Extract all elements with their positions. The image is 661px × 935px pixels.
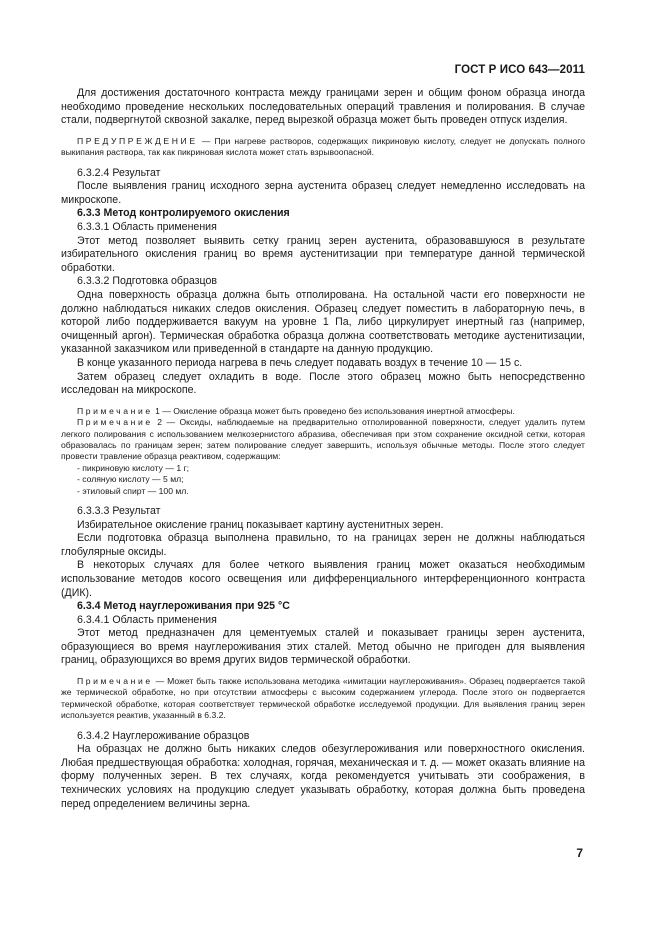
note-3-label: Примечание xyxy=(77,676,153,687)
reagent-item: - пикриновую кислоту — 1 г; xyxy=(77,462,190,473)
warning-label: ПРЕДУПРЕЖДЕНИЕ xyxy=(77,135,198,146)
note-3 xyxy=(61,676,585,722)
warning-note xyxy=(61,136,585,159)
section-6-3-3-3-text-1: Избирательное окисление границ показывает картину аустенитных зерен. xyxy=(77,518,444,531)
section-6-3-4-title: 6.3.4 Метод науглероживания при 925 °С xyxy=(77,600,290,613)
section-6-3-2-4-title: 6.3.2.4 Результат xyxy=(77,166,161,179)
standard-header: ГОСТ Р ИСО 643—2011 xyxy=(454,64,585,76)
section-6-3-3-2-text-1: Одна поверхность образца должна быть отполирована. На остальной части его поверхности не должно наблюдаться никаких следов окисления. Образец следует поместить в лабораторную печь, в которой либо поддерживается вакуум на уровне 1 Па, либо циркулирует инертный газ (например, очищенный аргон). Термическая обработка образца должна соответствовать методике аустенитизации, указанной заказчиком или приведенной в стандарте на данную продукцию. xyxy=(61,288,585,356)
note-2-text: 2 — Оксиды, наблюдаемые на предварительно отполированной поверхности, следует удалить путем легкого полирования с использованием мелкозернистого абразива, обеспечивая при этом сохранение оксидной сетки, которая образовалась по границам зерен; затем полирование следует завершить, используя обычные методы. После этого следует провести травление образца реактивом, содержащим: xyxy=(61,417,585,462)
section-6-3-3-1-text: Этот метод позволяет выявить сетку границ зерен аустенита, образовавшуюся в результате избирательного окисления границ во время аустенитизации при температуре данной термической обработки. xyxy=(61,234,585,274)
note-2-label: Примечание xyxy=(77,417,153,428)
note-2 xyxy=(61,417,585,463)
section-6-3-4-2-title: 6.3.4.2 Науглероживание образцов xyxy=(77,729,250,742)
section-6-3-3-3-text-3: В некоторых случаях для более четкого выявления границ может оказаться необходимым использование методов косого освещения или дифференциального интерференционного контраста (ДИК). xyxy=(61,559,585,599)
section-6-3-4-2-text: На образцах не должно быть никаких следов обезуглероживания или поверхностного окисления. Любая предшествующая обработка: холодная, горячая, механическая и т. д. — может оказать влияние на форму полученных зерен. В тех случаях, когда рекомендуется учитывать эти соображения, в технических условиях на продукцию следует указывать обработку, которая должна быть проведена перед определением величины зерна. xyxy=(61,743,585,810)
section-6-3-3-2-title: 6.3.3.2 Подготовка образцов xyxy=(77,275,217,288)
section-6-3-3-2-text-3: Затем образец следует охладить в воде. После этого образец можно быть непосредственно исследован на микроскопе. xyxy=(61,370,585,397)
section-6-3-3-title: 6.3.3 Метод контролируемого окисления xyxy=(77,207,290,220)
note-1-text: 1 — Окисление образца может быть проведено без использования инертной атмосферы. xyxy=(152,405,515,416)
section-6-3-2-4-text: После выявления границ исходного зерна аустенита образец следует немедленно исследовать на микроскопе. xyxy=(61,180,585,206)
section-6-3-4-1-text: Этот метод предназначен для цементуемых сталей и показывает границы зерен аустенита, образующиеся во время науглероживания этих сталей. Метод обычно не пригоден для выявления границ, образующихся во время других видов термической обработки. xyxy=(61,627,585,667)
section-6-3-3-3-title: 6.3.3.3 Результат xyxy=(77,504,161,517)
note-3-text: — Может быть также использована методика «имитации науглероживания». Образец подвергается такой же термической обработке, но при отсутствии атмосферы с высоким содержанием углерода. После этого он подвергается термической обработке, которая соответствует термической обработке исследуемой продукции. Для выявления границ зерен используется реактив, указанный в 6.3.2. xyxy=(61,676,585,721)
section-6-3-3-1-title: 6.3.3.1 Область применения xyxy=(77,220,217,233)
note-1 xyxy=(61,406,585,417)
paragraph-contrast: Для достижения достаточного контраста между границами зерен и общим фоном образца иногда необходимо проведение нескольких последовательных операций травления и полирования. В случае стали, подвергнутой сквозной закалке, перед вырезкой образца может быть проведен отпуск изделия. xyxy=(61,87,585,127)
section-6-3-3-3-text-2: Если подготовка образца выполнена правильно, то на границах зерен не должны наблюдаться глобулярные оксиды. xyxy=(61,532,585,558)
section-6-3-4-1-title: 6.3.4.1 Область применения xyxy=(77,613,217,626)
section-6-3-3-2-text-2: В конце указанного периода нагрева в печь следует подавать воздух в течение 10 — 15 с. xyxy=(77,356,523,369)
reagent-item: - соляную кислоту — 5 мл; xyxy=(77,474,184,485)
page-number: 7 xyxy=(576,846,583,860)
reagent-item: - этиловый спирт — 100 мл. xyxy=(77,485,189,496)
warning-text: — При нагреве растворов, содержащих пикриновую кислоту, следует не допускать полного выкипания раствора, так как пикриновая кислота может стать взрывоопасной. xyxy=(61,135,585,158)
note-1-label: Примечание xyxy=(77,405,153,416)
